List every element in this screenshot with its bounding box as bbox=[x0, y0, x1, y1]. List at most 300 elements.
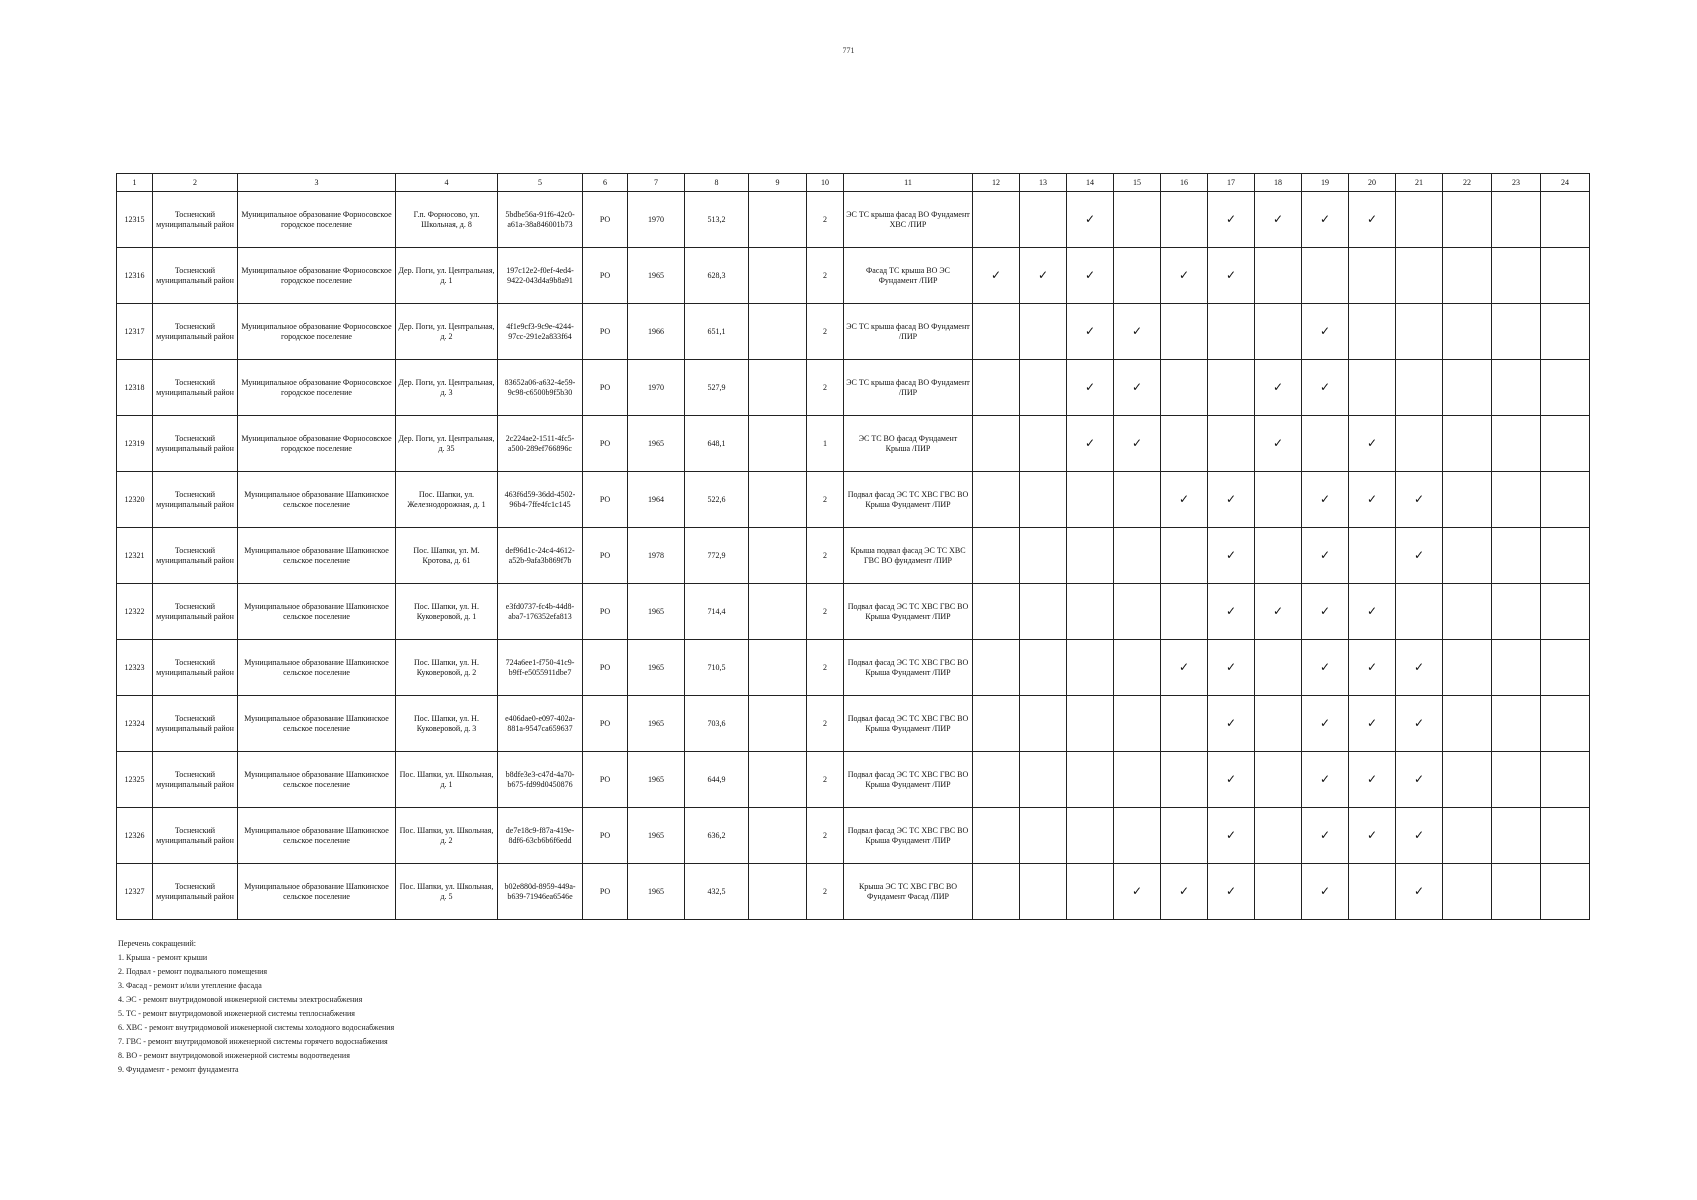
address-cell: Пос. Шапки, ул. Н. Куковеровой, д. 3 bbox=[396, 696, 498, 752]
col9-cell bbox=[749, 248, 807, 304]
empty-cell bbox=[1443, 808, 1492, 864]
empty-cell bbox=[1067, 528, 1114, 584]
empty-cell bbox=[973, 584, 1020, 640]
empty-cell bbox=[1067, 696, 1114, 752]
municipality-cell: Муниципальное образование Шапкинское сельское поселение bbox=[238, 584, 396, 640]
municipality-cell: Муниципальное образование Шапкинское сельское поселение bbox=[238, 696, 396, 752]
municipality-cell: Муниципальное образование Форносовское городское поселение bbox=[238, 304, 396, 360]
form-cell: РО bbox=[583, 864, 628, 920]
empty-cell bbox=[1492, 248, 1541, 304]
empty-cell bbox=[1020, 528, 1067, 584]
empty-cell bbox=[1396, 584, 1443, 640]
table-row bbox=[117, 192, 1590, 248]
empty-cell bbox=[973, 696, 1020, 752]
col9-cell bbox=[749, 472, 807, 528]
address-cell: Г.п. Форносово, ул. Школьная, д. 8 bbox=[396, 192, 498, 248]
form-cell: РО bbox=[583, 752, 628, 808]
table-row bbox=[117, 808, 1590, 864]
address-cell: Пос. Шапки, ул. Школьная, д. 2 bbox=[396, 808, 498, 864]
district-cell: Тосненский муниципальный район bbox=[153, 640, 238, 696]
area-cell: 644,9 bbox=[685, 752, 749, 808]
col10-cell: 2 bbox=[807, 584, 844, 640]
area-cell: 714,4 bbox=[685, 584, 749, 640]
check-mark-icon: ✓ bbox=[1349, 640, 1396, 696]
check-mark-icon: ✓ bbox=[1302, 864, 1349, 920]
empty-cell bbox=[1161, 584, 1208, 640]
form-cell: РО bbox=[583, 248, 628, 304]
empty-cell bbox=[1396, 304, 1443, 360]
col9-cell bbox=[749, 752, 807, 808]
empty-cell bbox=[1443, 752, 1492, 808]
area-cell: 432,5 bbox=[685, 864, 749, 920]
empty-cell bbox=[1443, 192, 1492, 248]
empty-cell bbox=[1020, 864, 1067, 920]
check-mark-icon: ✓ bbox=[1349, 808, 1396, 864]
form-cell: РО bbox=[583, 192, 628, 248]
empty-cell bbox=[973, 192, 1020, 248]
year-cell: 1965 bbox=[628, 752, 685, 808]
form-cell: РО bbox=[583, 696, 628, 752]
area-cell: 636,2 bbox=[685, 808, 749, 864]
address-cell: Пос. Шапки, ул. Н. Куковеровой, д. 1 bbox=[396, 584, 498, 640]
check-mark-icon: ✓ bbox=[1208, 248, 1255, 304]
empty-cell bbox=[1020, 192, 1067, 248]
address-cell: Пос. Шапки, ул. Железнодорожная, д. 1 bbox=[396, 472, 498, 528]
check-mark-icon: ✓ bbox=[1067, 248, 1114, 304]
column-header-19: 19 bbox=[1302, 174, 1349, 192]
empty-cell bbox=[1443, 528, 1492, 584]
works-cell: Подвал фасад ЭС ТС ХВС ГВС ВО Крыша Фундамент /ПИР bbox=[844, 752, 973, 808]
empty-cell bbox=[1114, 472, 1161, 528]
area-cell: 628,3 bbox=[685, 248, 749, 304]
column-header-2: 2 bbox=[153, 174, 238, 192]
empty-cell bbox=[1255, 752, 1302, 808]
empty-cell bbox=[1541, 192, 1590, 248]
check-mark-icon: ✓ bbox=[1302, 584, 1349, 640]
check-mark-icon: ✓ bbox=[1161, 640, 1208, 696]
empty-cell bbox=[1067, 808, 1114, 864]
col10-cell: 2 bbox=[807, 808, 844, 864]
empty-cell bbox=[1067, 584, 1114, 640]
col9-cell bbox=[749, 696, 807, 752]
works-cell: ЭС ТС ВО фасад Фундамент Крыша /ПИР bbox=[844, 416, 973, 472]
area-cell: 527,9 bbox=[685, 360, 749, 416]
table-row bbox=[117, 752, 1590, 808]
check-mark-icon: ✓ bbox=[1349, 192, 1396, 248]
check-mark-icon: ✓ bbox=[1349, 752, 1396, 808]
check-mark-icon: ✓ bbox=[1208, 640, 1255, 696]
district-cell: Тосненский муниципальный район bbox=[153, 472, 238, 528]
check-mark-icon: ✓ bbox=[1208, 808, 1255, 864]
check-mark-icon: ✓ bbox=[1161, 864, 1208, 920]
empty-cell bbox=[973, 304, 1020, 360]
empty-cell bbox=[1255, 528, 1302, 584]
district-cell: Тосненский муниципальный район bbox=[153, 752, 238, 808]
check-mark-icon: ✓ bbox=[1067, 192, 1114, 248]
check-mark-icon: ✓ bbox=[1208, 472, 1255, 528]
year-cell: 1966 bbox=[628, 304, 685, 360]
year-cell: 1965 bbox=[628, 640, 685, 696]
empty-cell bbox=[1067, 864, 1114, 920]
check-mark-icon: ✓ bbox=[1396, 696, 1443, 752]
empty-cell bbox=[1020, 752, 1067, 808]
empty-cell bbox=[1255, 472, 1302, 528]
form-cell: РО bbox=[583, 416, 628, 472]
column-header-17: 17 bbox=[1208, 174, 1255, 192]
empty-cell bbox=[1255, 304, 1302, 360]
empty-cell bbox=[1161, 304, 1208, 360]
year-cell: 1965 bbox=[628, 416, 685, 472]
column-header-9: 9 bbox=[749, 174, 807, 192]
legend-item: 5. ТС - ремонт внутридомовой инженерной системы теплоснабжения bbox=[118, 1009, 355, 1018]
address-cell: Дер. Поги, ул. Центральная, д. 1 bbox=[396, 248, 498, 304]
area-cell: 522,6 bbox=[685, 472, 749, 528]
empty-cell bbox=[1161, 528, 1208, 584]
area-cell: 703,6 bbox=[685, 696, 749, 752]
empty-cell bbox=[1492, 192, 1541, 248]
row-number: 12319 bbox=[117, 416, 153, 472]
district-cell: Тосненский муниципальный район bbox=[153, 192, 238, 248]
works-cell: ЭС ТС крыша фасад ВО Фундамент /ПИР bbox=[844, 304, 973, 360]
empty-cell bbox=[1020, 360, 1067, 416]
municipality-cell: Муниципальное образование Форносовское городское поселение bbox=[238, 416, 396, 472]
empty-cell bbox=[1114, 808, 1161, 864]
row-number: 12315 bbox=[117, 192, 153, 248]
form-cell: РО bbox=[583, 640, 628, 696]
row-number: 12318 bbox=[117, 360, 153, 416]
empty-cell bbox=[1541, 472, 1590, 528]
district-cell: Тосненский муниципальный район bbox=[153, 584, 238, 640]
legend-item: 7. ГВС - ремонт внутридомовой инженерной системы горячего водоснабжения bbox=[118, 1037, 388, 1046]
year-cell: 1965 bbox=[628, 248, 685, 304]
column-header-16: 16 bbox=[1161, 174, 1208, 192]
empty-cell bbox=[1492, 808, 1541, 864]
empty-cell bbox=[1541, 304, 1590, 360]
column-header-23: 23 bbox=[1492, 174, 1541, 192]
row-number: 12324 bbox=[117, 696, 153, 752]
column-header-5: 5 bbox=[498, 174, 583, 192]
uid-cell: b02e880d-8959-449a-b639-71946ea6546e bbox=[498, 864, 583, 920]
col9-cell bbox=[749, 304, 807, 360]
empty-cell bbox=[1161, 360, 1208, 416]
empty-cell bbox=[1255, 696, 1302, 752]
empty-cell bbox=[1349, 304, 1396, 360]
area-cell: 772,9 bbox=[685, 528, 749, 584]
empty-cell bbox=[1541, 248, 1590, 304]
column-header-12: 12 bbox=[973, 174, 1020, 192]
col10-cell: 2 bbox=[807, 696, 844, 752]
check-mark-icon: ✓ bbox=[1208, 192, 1255, 248]
empty-cell bbox=[1349, 360, 1396, 416]
empty-cell bbox=[1349, 528, 1396, 584]
empty-cell bbox=[1443, 696, 1492, 752]
col10-cell: 2 bbox=[807, 248, 844, 304]
form-cell: РО bbox=[583, 304, 628, 360]
empty-cell bbox=[1541, 864, 1590, 920]
empty-cell bbox=[1114, 528, 1161, 584]
check-mark-icon: ✓ bbox=[1208, 584, 1255, 640]
empty-cell bbox=[1255, 248, 1302, 304]
check-mark-icon: ✓ bbox=[1302, 752, 1349, 808]
column-header-14: 14 bbox=[1067, 174, 1114, 192]
check-mark-icon: ✓ bbox=[1302, 192, 1349, 248]
empty-cell bbox=[1161, 752, 1208, 808]
empty-cell bbox=[1067, 640, 1114, 696]
housing-repair-table bbox=[116, 173, 1590, 920]
address-cell: Пос. Шапки, ул. М. Кротова, д. 61 bbox=[396, 528, 498, 584]
address-cell: Дер. Поги, ул. Центральная, д. 35 bbox=[396, 416, 498, 472]
table-row bbox=[117, 416, 1590, 472]
legend-item: 8. ВО - ремонт внутридомовой инженерной системы водоотведения bbox=[118, 1051, 350, 1060]
empty-cell bbox=[1161, 808, 1208, 864]
form-cell: РО bbox=[583, 584, 628, 640]
check-mark-icon: ✓ bbox=[1302, 360, 1349, 416]
empty-cell bbox=[1114, 584, 1161, 640]
table-header bbox=[117, 174, 1590, 192]
works-cell: Подвал фасад ЭС ТС ХВС ГВС ВО Крыша Фундамент /ПИР bbox=[844, 472, 973, 528]
empty-cell bbox=[973, 416, 1020, 472]
empty-cell bbox=[1114, 192, 1161, 248]
column-header-11: 11 bbox=[844, 174, 973, 192]
check-mark-icon: ✓ bbox=[1255, 416, 1302, 472]
area-cell: 513,2 bbox=[685, 192, 749, 248]
uid-cell: 197c12e2-f0ef-4ed4-9422-043d4a9b8a91 bbox=[498, 248, 583, 304]
year-cell: 1965 bbox=[628, 584, 685, 640]
uid-cell: 83652a06-a632-4e59-9c98-c6500b9f5b30 bbox=[498, 360, 583, 416]
empty-cell bbox=[1492, 584, 1541, 640]
uid-cell: e3fd0737-fc4b-44d8-aba7-176352efa813 bbox=[498, 584, 583, 640]
empty-cell bbox=[1443, 248, 1492, 304]
area-cell: 651,1 bbox=[685, 304, 749, 360]
check-mark-icon: ✓ bbox=[1067, 360, 1114, 416]
municipality-cell: Муниципальное образование Шапкинское сельское поселение bbox=[238, 752, 396, 808]
address-cell: Дер. Поги, ул. Центральная, д. 3 bbox=[396, 360, 498, 416]
uid-cell: 724a6ee1-f750-41c9-b9ff-e5055911dbe7 bbox=[498, 640, 583, 696]
address-cell: Пос. Шапки, ул. Школьная, д. 5 bbox=[396, 864, 498, 920]
empty-cell bbox=[1541, 696, 1590, 752]
empty-cell bbox=[1492, 304, 1541, 360]
table-row bbox=[117, 584, 1590, 640]
year-cell: 1965 bbox=[628, 696, 685, 752]
legend-item: 2. Подвал - ремонт подвального помещения bbox=[118, 967, 268, 976]
works-cell: ЭС ТС крыша фасад ВО Фундамент /ПИР bbox=[844, 360, 973, 416]
check-mark-icon: ✓ bbox=[1396, 752, 1443, 808]
column-header-15: 15 bbox=[1114, 174, 1161, 192]
empty-cell bbox=[1020, 696, 1067, 752]
col9-cell bbox=[749, 528, 807, 584]
table-row bbox=[117, 528, 1590, 584]
empty-cell bbox=[1492, 528, 1541, 584]
empty-cell bbox=[1541, 360, 1590, 416]
municipality-cell: Муниципальное образование Форносовское городское поселение bbox=[238, 248, 396, 304]
district-cell: Тосненский муниципальный район bbox=[153, 864, 238, 920]
col10-cell: 2 bbox=[807, 360, 844, 416]
row-number: 12321 bbox=[117, 528, 153, 584]
works-cell: Фасад ТС крыша ВО ЭС Фундамент /ПИР bbox=[844, 248, 973, 304]
empty-cell bbox=[1020, 416, 1067, 472]
col9-cell bbox=[749, 416, 807, 472]
district-cell: Тосненский муниципальный район bbox=[153, 416, 238, 472]
empty-cell bbox=[1020, 808, 1067, 864]
empty-cell bbox=[1255, 640, 1302, 696]
legend-title: Перечень сокращений: bbox=[118, 939, 196, 948]
district-cell: Тосненский муниципальный район bbox=[153, 360, 238, 416]
col9-cell bbox=[749, 192, 807, 248]
empty-cell bbox=[1255, 864, 1302, 920]
column-header-4: 4 bbox=[396, 174, 498, 192]
check-mark-icon: ✓ bbox=[1396, 808, 1443, 864]
uid-cell: e406dae0-e097-402a-881a-9547ca659637 bbox=[498, 696, 583, 752]
empty-cell bbox=[973, 640, 1020, 696]
empty-cell bbox=[1396, 248, 1443, 304]
check-mark-icon: ✓ bbox=[1020, 248, 1067, 304]
check-mark-icon: ✓ bbox=[1208, 528, 1255, 584]
uid-cell: 2c224ae2-1511-4fc5-a500-289ef766896c bbox=[498, 416, 583, 472]
year-cell: 1965 bbox=[628, 808, 685, 864]
empty-cell bbox=[1492, 472, 1541, 528]
empty-cell bbox=[1114, 640, 1161, 696]
check-mark-icon: ✓ bbox=[1302, 640, 1349, 696]
district-cell: Тосненский муниципальный район bbox=[153, 248, 238, 304]
col10-cell: 2 bbox=[807, 192, 844, 248]
empty-cell bbox=[1114, 696, 1161, 752]
empty-cell bbox=[1396, 192, 1443, 248]
empty-cell bbox=[1541, 640, 1590, 696]
empty-cell bbox=[1161, 416, 1208, 472]
row-number: 12316 bbox=[117, 248, 153, 304]
check-mark-icon: ✓ bbox=[1302, 304, 1349, 360]
works-cell: Подвал фасад ЭС ТС ХВС ГВС ВО Крыша Фундамент /ПИР bbox=[844, 640, 973, 696]
empty-cell bbox=[973, 360, 1020, 416]
district-cell: Тосненский муниципальный район bbox=[153, 696, 238, 752]
empty-cell bbox=[1161, 192, 1208, 248]
check-mark-icon: ✓ bbox=[1114, 304, 1161, 360]
column-header-10: 10 bbox=[807, 174, 844, 192]
col10-cell: 2 bbox=[807, 304, 844, 360]
column-header-8: 8 bbox=[685, 174, 749, 192]
empty-cell bbox=[1302, 248, 1349, 304]
empty-cell bbox=[973, 528, 1020, 584]
col10-cell: 2 bbox=[807, 528, 844, 584]
row-number: 12322 bbox=[117, 584, 153, 640]
col9-cell bbox=[749, 808, 807, 864]
year-cell: 1964 bbox=[628, 472, 685, 528]
works-cell: Подвал фасад ЭС ТС ХВС ГВС ВО Крыша Фундамент /ПИР bbox=[844, 696, 973, 752]
check-mark-icon: ✓ bbox=[1161, 472, 1208, 528]
year-cell: 1965 bbox=[628, 864, 685, 920]
col10-cell: 1 bbox=[807, 416, 844, 472]
check-mark-icon: ✓ bbox=[1349, 696, 1396, 752]
check-mark-icon: ✓ bbox=[1161, 248, 1208, 304]
empty-cell bbox=[973, 864, 1020, 920]
empty-cell bbox=[1541, 808, 1590, 864]
column-header-20: 20 bbox=[1349, 174, 1396, 192]
col10-cell: 2 bbox=[807, 864, 844, 920]
check-mark-icon: ✓ bbox=[1396, 864, 1443, 920]
empty-cell bbox=[1067, 752, 1114, 808]
column-header-13: 13 bbox=[1020, 174, 1067, 192]
empty-cell bbox=[1443, 360, 1492, 416]
empty-cell bbox=[1541, 752, 1590, 808]
empty-cell bbox=[1302, 416, 1349, 472]
column-header-22: 22 bbox=[1443, 174, 1492, 192]
empty-cell bbox=[1492, 640, 1541, 696]
empty-cell bbox=[1208, 416, 1255, 472]
legend-item: 4. ЭС - ремонт внутридомовой инженерной системы электроснабжения bbox=[118, 995, 363, 1004]
table-row bbox=[117, 360, 1590, 416]
check-mark-icon: ✓ bbox=[1255, 192, 1302, 248]
page-number: 771 bbox=[842, 46, 855, 55]
uid-cell: def96d1c-24c4-4612-a52b-9afa3b869f7b bbox=[498, 528, 583, 584]
check-mark-icon: ✓ bbox=[1067, 416, 1114, 472]
empty-cell bbox=[1443, 584, 1492, 640]
works-cell: Подвал фасад ЭС ТС ХВС ГВС ВО Крыша Фундамент /ПИР bbox=[844, 808, 973, 864]
uid-cell: 4f1e9cf3-9c9e-4244-97cc-291e2a833f64 bbox=[498, 304, 583, 360]
empty-cell bbox=[1020, 584, 1067, 640]
column-header-7: 7 bbox=[628, 174, 685, 192]
empty-cell bbox=[1492, 752, 1541, 808]
empty-cell bbox=[1349, 248, 1396, 304]
uid-cell: de7e18c9-f87a-419e-8df6-63cb6b6f6edd bbox=[498, 808, 583, 864]
empty-cell bbox=[1020, 304, 1067, 360]
empty-cell bbox=[1443, 864, 1492, 920]
empty-cell bbox=[1396, 360, 1443, 416]
row-number: 12323 bbox=[117, 640, 153, 696]
empty-cell bbox=[1349, 864, 1396, 920]
table-body bbox=[117, 192, 1590, 920]
col10-cell: 2 bbox=[807, 640, 844, 696]
works-cell: Крыша подвал фасад ЭС ТС ХВС ГВС ВО фундамент /ПИР bbox=[844, 528, 973, 584]
empty-cell bbox=[1492, 864, 1541, 920]
works-cell: ЭС ТС крыша фасад ВО Фундамент ХВС /ПИР bbox=[844, 192, 973, 248]
check-mark-icon: ✓ bbox=[1114, 360, 1161, 416]
municipality-cell: Муниципальное образование Форносовское городское поселение bbox=[238, 360, 396, 416]
municipality-cell: Муниципальное образование Шапкинское сельское поселение bbox=[238, 864, 396, 920]
table-row bbox=[117, 304, 1590, 360]
header-row bbox=[117, 174, 1590, 192]
empty-cell bbox=[1020, 640, 1067, 696]
check-mark-icon: ✓ bbox=[1396, 528, 1443, 584]
col10-cell: 2 bbox=[807, 472, 844, 528]
col9-cell bbox=[749, 640, 807, 696]
area-cell: 710,5 bbox=[685, 640, 749, 696]
works-cell: Подвал фасад ЭС ТС ХВС ГВС ВО Крыша Фундамент /ПИР bbox=[844, 584, 973, 640]
empty-cell bbox=[1541, 416, 1590, 472]
check-mark-icon: ✓ bbox=[1302, 808, 1349, 864]
column-header-24: 24 bbox=[1541, 174, 1590, 192]
year-cell: 1970 bbox=[628, 192, 685, 248]
table-row bbox=[117, 864, 1590, 920]
column-header-18: 18 bbox=[1255, 174, 1302, 192]
municipality-cell: Муниципальное образование Шапкинское сельское поселение bbox=[238, 808, 396, 864]
empty-cell bbox=[1541, 528, 1590, 584]
district-cell: Тосненский муниципальный район bbox=[153, 528, 238, 584]
table-row bbox=[117, 248, 1590, 304]
empty-cell bbox=[1492, 416, 1541, 472]
check-mark-icon: ✓ bbox=[1396, 640, 1443, 696]
legend-item: 1. Крыша - ремонт крыши bbox=[118, 953, 208, 962]
district-cell: Тосненский муниципальный район bbox=[153, 808, 238, 864]
check-mark-icon: ✓ bbox=[1302, 528, 1349, 584]
legend-item: 6. ХВС - ремонт внутридомовой инженерной системы холодного водоснабжения bbox=[118, 1023, 395, 1032]
empty-cell bbox=[1492, 360, 1541, 416]
district-cell: Тосненский муниципальный район bbox=[153, 304, 238, 360]
municipality-cell: Муниципальное образование Шапкинское сельское поселение bbox=[238, 472, 396, 528]
check-mark-icon: ✓ bbox=[1255, 584, 1302, 640]
col10-cell: 2 bbox=[807, 752, 844, 808]
legend-item: 3. Фасад - ремонт и/или утепление фасада bbox=[118, 981, 262, 990]
empty-cell bbox=[1114, 752, 1161, 808]
